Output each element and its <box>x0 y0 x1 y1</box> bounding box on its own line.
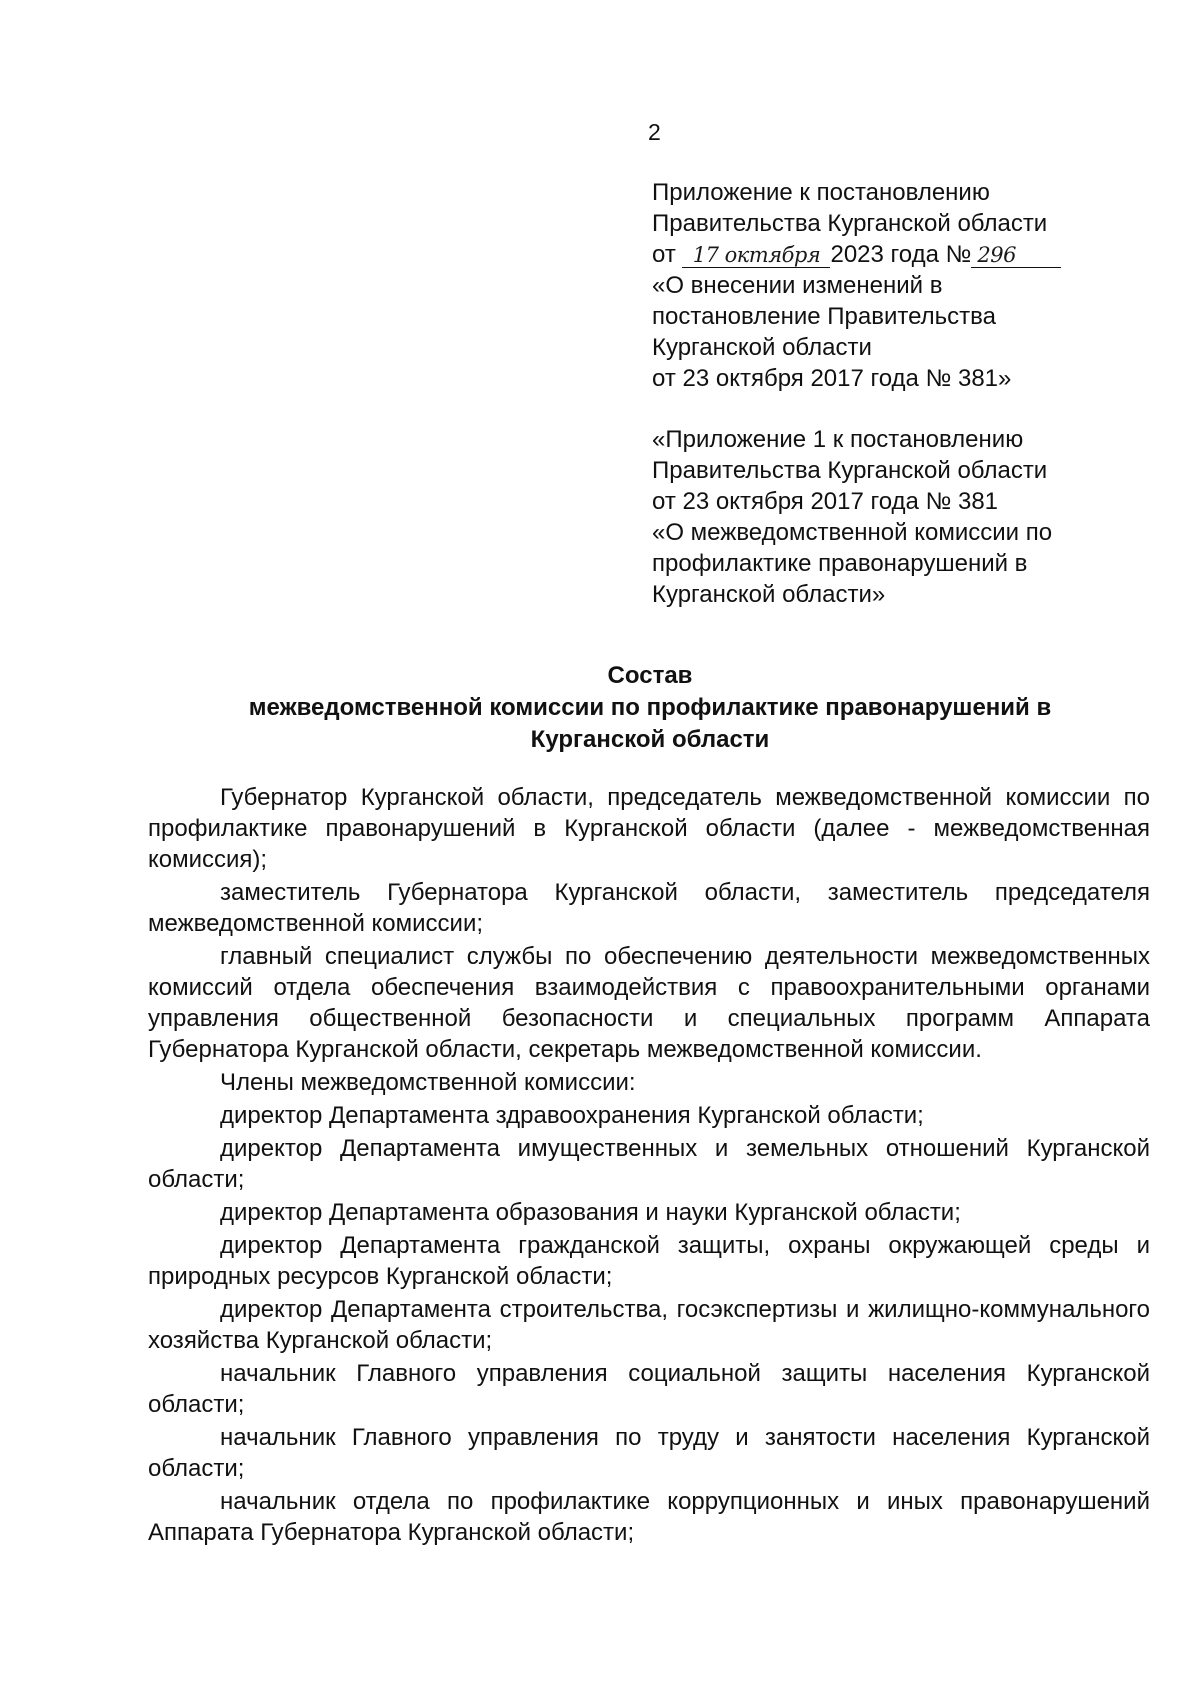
body-paragraph: директор Департамента образования и науки Курганской области; <box>220 1199 961 1226</box>
appendix-line: от 23 октября 2017 года № 381» <box>652 365 1012 392</box>
quoted-appendix-line: профилактике правонарушений в <box>652 550 1028 577</box>
body-paragraph: директор Департамента гражданской защиты, охраны окружающей среды и природных ресурсов Курганской области; <box>148 1232 1150 1290</box>
appendix-line: Приложение к постановлению <box>652 179 990 206</box>
appendix-date-line <box>652 239 1122 270</box>
appendix-line: Правительства Курганской области <box>652 210 1048 237</box>
title-line: Состав <box>607 662 693 689</box>
appendix-header <box>652 177 1122 610</box>
quoted-appendix-line: Курганской области» <box>652 581 886 608</box>
appendix-line: Курганской области <box>652 334 872 361</box>
body-paragraph: Члены межведомственной комиссии: <box>220 1069 636 1096</box>
page-number: 2 <box>648 119 661 145</box>
handwritten-date: 17 октября <box>682 243 830 268</box>
body-paragraph: начальник отдела по профилактике коррупционных и иных правонарушений Аппарата Губернатора Курганской области; <box>148 1488 1150 1546</box>
title-line: межведомственной комиссии по профилактике правонарушений в <box>248 694 1052 721</box>
appendix-line: постановление Правительства <box>652 303 996 330</box>
body-paragraph: главный специалист службы по обеспечению деятельности межведомственных комиссий отдела обеспечения взаимодействия с правоохранительными органами управления общественной безопасности и специальных программ Аппарата Губернатора Курганской области, секретарь межведомственной комиссии. <box>148 943 1150 1063</box>
appendix-date-middle: 2023 года № <box>830 241 972 268</box>
body-paragraph: директор Департамента здравоохранения Курганской области; <box>220 1102 924 1129</box>
quoted-appendix-line: «Приложение 1 к постановлению <box>652 426 1024 453</box>
body-paragraph: директор Департамента имущественных и земельных отношений Курганской области; <box>148 1135 1150 1193</box>
body-paragraph: начальник Главного управления социальной защиты населения Курганской области; <box>148 1360 1150 1418</box>
body-paragraph: Губернатор Курганской области, председатель межведомственной комиссии по профилактике правонарушений в Курганской области (далее - межведомственная комиссия); <box>148 784 1150 873</box>
spacer <box>652 394 1122 424</box>
quoted-appendix-line: Правительства Курганской области <box>652 457 1048 484</box>
quoted-appendix-line: от 23 октября 2017 года № 381 <box>652 488 999 515</box>
title-line: Курганской области <box>530 726 770 753</box>
body-paragraph: директор Департамента строительства, госэкспертизы и жилищно-коммунального хозяйства Курганской области; <box>148 1296 1150 1354</box>
handwritten-number: 296 <box>971 243 1061 268</box>
document-title <box>150 660 1150 756</box>
appendix-date-prefix: от <box>652 241 683 268</box>
document-body <box>148 782 1150 1550</box>
appendix-line: «О внесении изменений в <box>652 272 943 299</box>
quoted-appendix-line: «О межведомственной комиссии по <box>652 519 1053 546</box>
body-paragraph: заместитель Губернатора Курганской области, заместитель председателя межведомственной комиссии; <box>148 879 1150 937</box>
body-paragraph: начальник Главного управления по труду и занятости населения Курганской области; <box>148 1424 1150 1482</box>
